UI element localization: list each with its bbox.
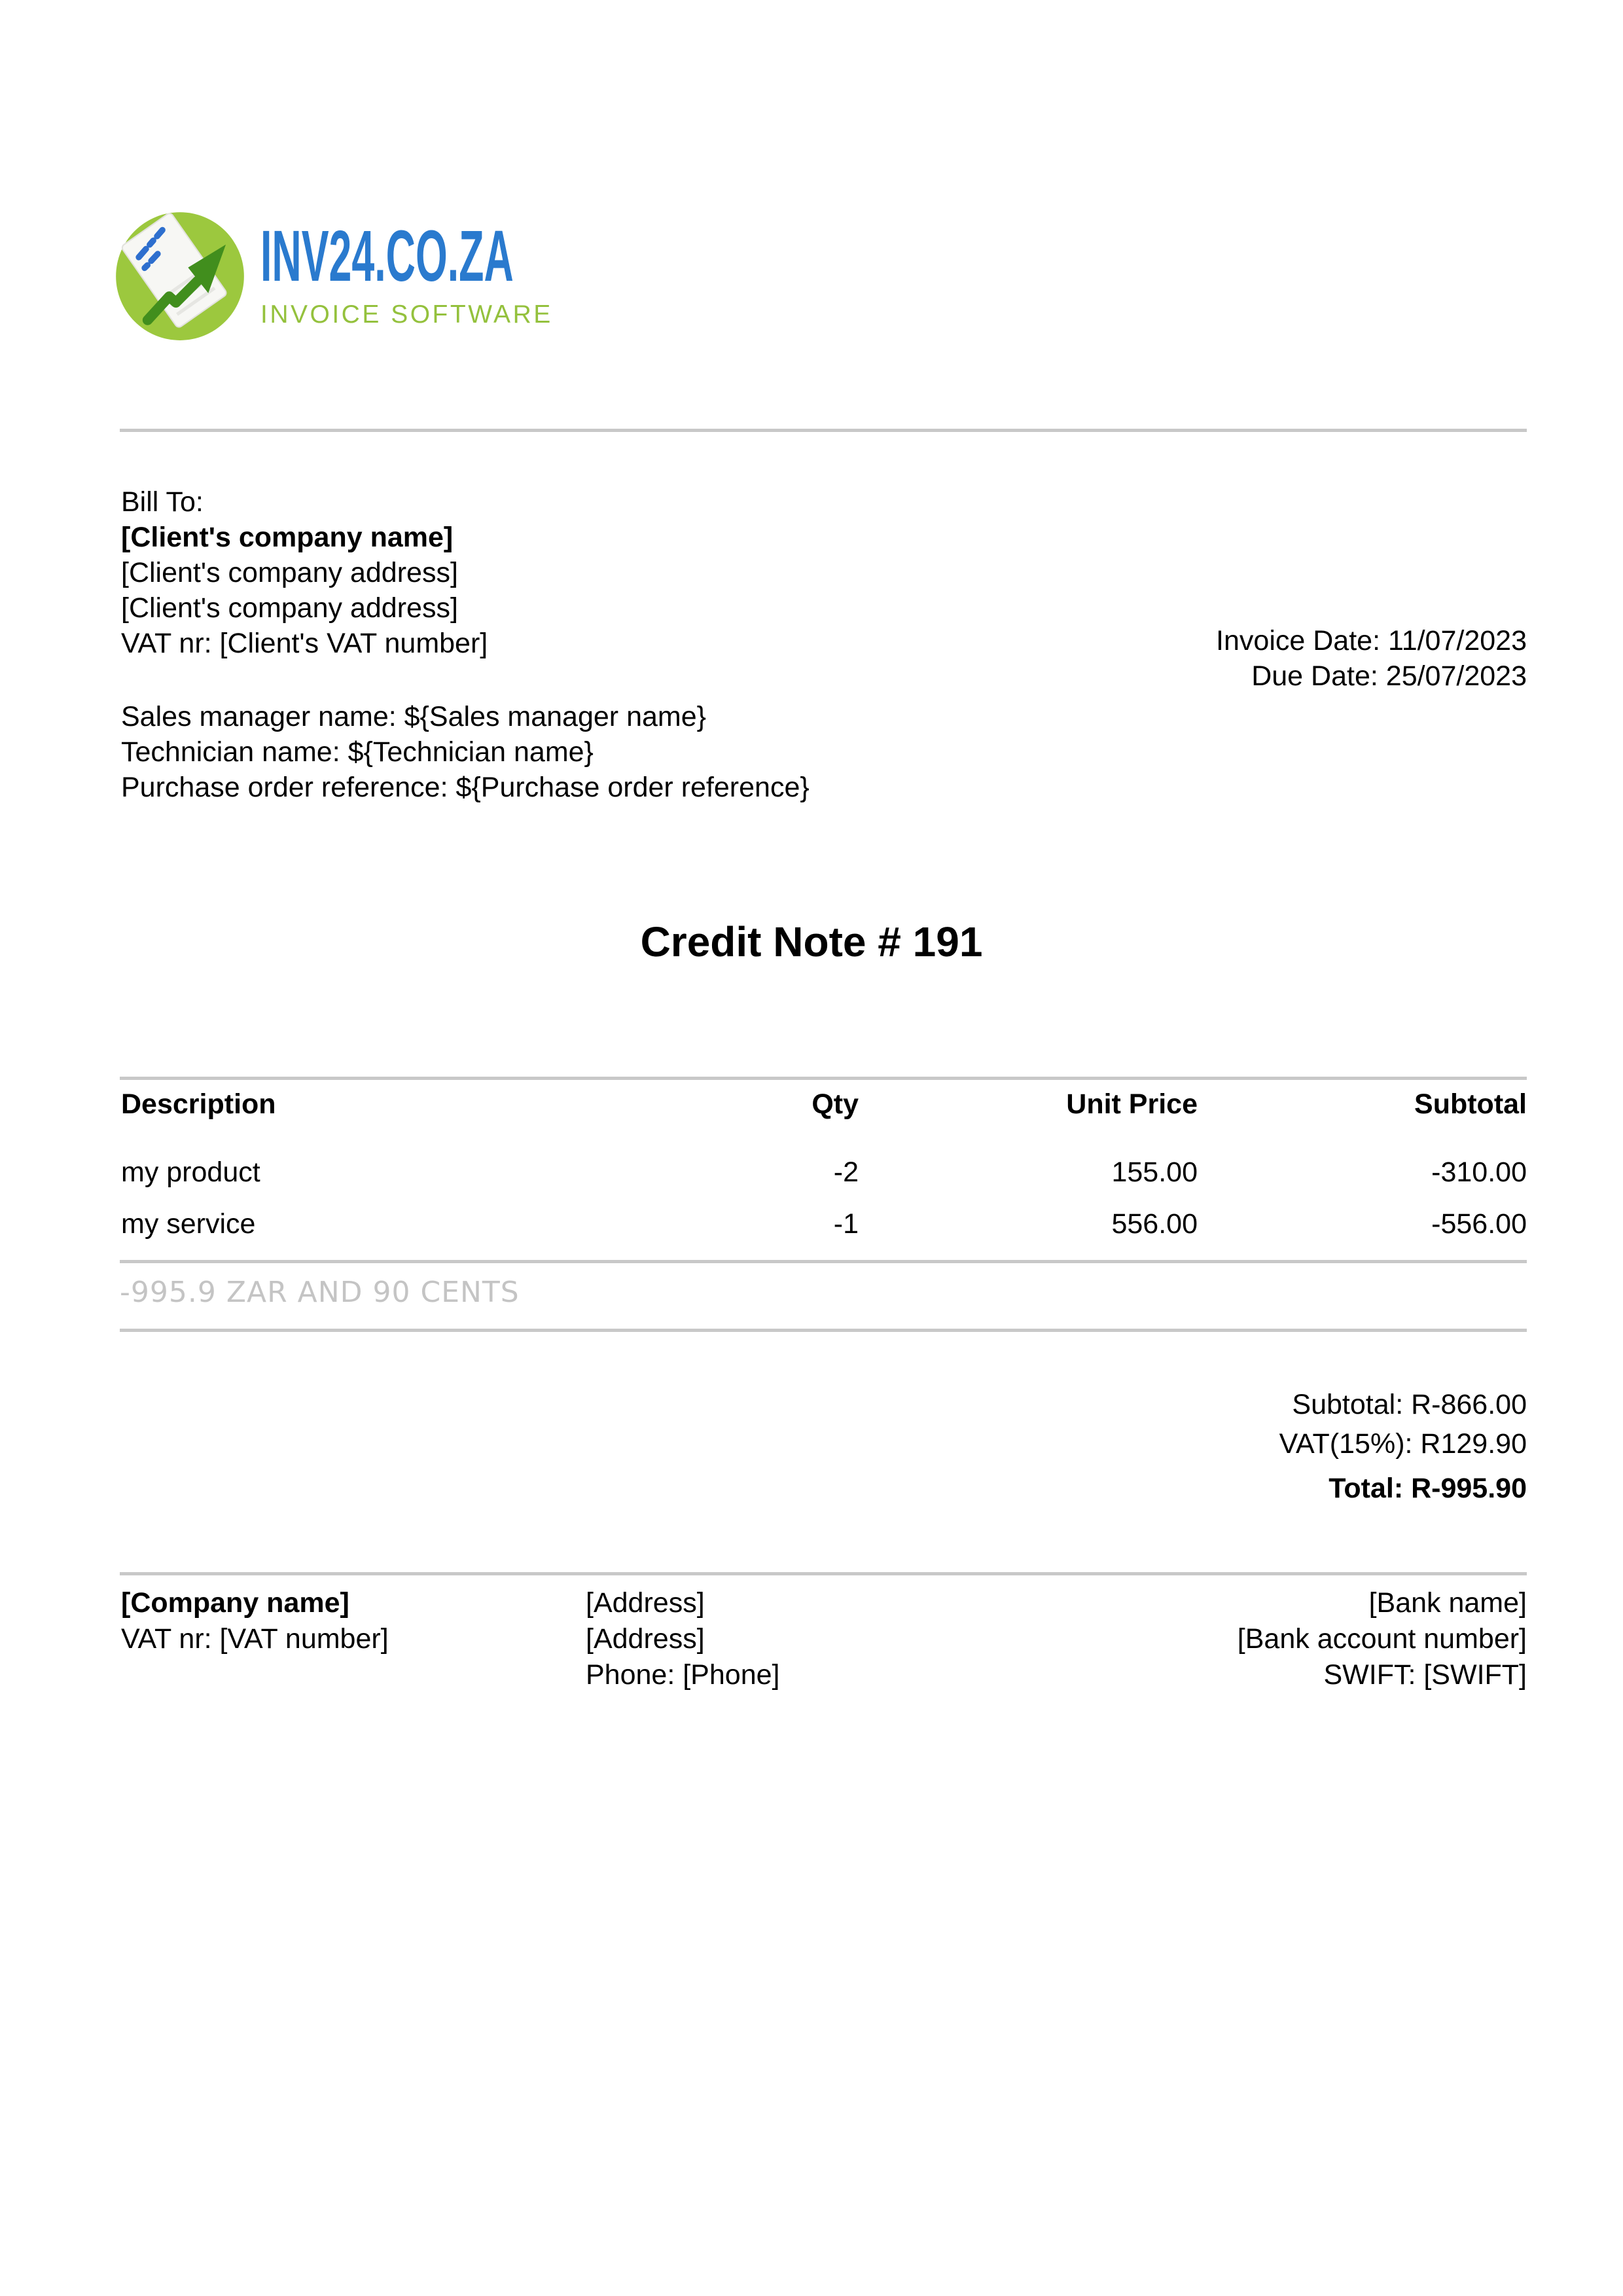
sales-manager-line: Sales manager name: ${Sales manager name}: [121, 701, 706, 732]
bill-to-section: [121, 484, 488, 661]
column-header-subtotal: Subtotal: [1414, 1088, 1527, 1120]
subtotal-label: Subtotal:: [1292, 1389, 1404, 1420]
vat-label: VAT(15%):: [1279, 1428, 1413, 1460]
invoice-date-line: [1216, 623, 1527, 658]
client-address-line-1: [Client's company address]: [121, 557, 458, 588]
total-label: Total:: [1329, 1473, 1404, 1504]
total-value: R-995.90: [1411, 1473, 1527, 1504]
company-address-line-2: [Address]: [586, 1623, 705, 1655]
subtotal-value: R-866.00: [1411, 1389, 1527, 1420]
due-date-line: [1216, 658, 1527, 694]
cell-qty: -1: [833, 1208, 859, 1240]
client-vat-number: VAT nr: [Client's VAT number]: [121, 628, 488, 659]
total-line: [1279, 1469, 1527, 1508]
logo-brand-text: INV24.CO.ZA: [260, 216, 514, 296]
footer-contact-column: [586, 1585, 1168, 1693]
divider-words-bottom: [120, 1329, 1527, 1332]
divider-footer: [120, 1572, 1527, 1575]
table-row: [121, 1155, 1527, 1190]
cell-unit-price: 556.00: [1111, 1208, 1198, 1240]
invoice-date-label: Invoice Date:: [1216, 625, 1381, 656]
table-header-row: [121, 1086, 1527, 1122]
cell-description: my service: [121, 1208, 256, 1240]
bank-account-number: [Bank account number]: [1237, 1623, 1527, 1655]
amount-in-words: -995.9 ZAR AND 90 CENTS: [120, 1276, 520, 1309]
table-row: [121, 1206, 1527, 1242]
purchase-order-line: Purchase order reference: ${Purchase order reference}: [121, 772, 810, 803]
bank-swift: SWIFT: [SWIFT]: [1323, 1659, 1527, 1691]
totals-section: [1279, 1385, 1527, 1508]
divider-table-top: [120, 1077, 1527, 1080]
footer-company-column: [121, 1585, 586, 1693]
logo: [113, 207, 704, 342]
bank-name: [Bank name]: [1368, 1587, 1527, 1619]
dates-section: [1216, 623, 1527, 694]
column-header-description: Description: [121, 1088, 276, 1120]
bill-to-label: Bill To:: [121, 486, 204, 518]
column-header-unit-price: Unit Price: [1066, 1088, 1198, 1120]
subtotal-line: [1279, 1385, 1527, 1424]
due-date-value: 25/07/2023: [1385, 660, 1527, 692]
cell-unit-price: 155.00: [1111, 1157, 1198, 1188]
cell-subtotal: -556.00: [1431, 1208, 1527, 1240]
divider-words-top: [120, 1260, 1527, 1263]
technician-line: Technician name: ${Technician name}: [121, 736, 594, 768]
vat-value: R129.90: [1420, 1428, 1527, 1460]
due-date-label: Due Date:: [1251, 660, 1378, 692]
footer-bank-column: [1168, 1585, 1527, 1693]
vat-line: [1279, 1424, 1527, 1463]
logo-tagline-text: INVOICE SOFTWARE: [260, 300, 553, 329]
company-phone: Phone: [Phone]: [586, 1659, 780, 1691]
company-name: [Company name]: [121, 1587, 349, 1619]
page-title: Credit Note # 191: [640, 918, 983, 965]
company-vat: VAT nr: [VAT number]: [121, 1623, 389, 1655]
order-meta-section: [121, 699, 821, 805]
client-company-name: [Client's company name]: [121, 522, 454, 553]
divider-top: [120, 429, 1527, 432]
footer-section: [121, 1585, 1527, 1693]
company-address-line-1: [Address]: [586, 1587, 705, 1619]
cell-subtotal: -310.00: [1431, 1157, 1527, 1188]
cell-qty: -2: [833, 1157, 859, 1188]
column-header-qty: Qty: [812, 1088, 859, 1120]
logo-text: [260, 207, 704, 342]
client-address-line-2: [Client's company address]: [121, 592, 458, 624]
invoice-date-value: 11/07/2023: [1387, 625, 1527, 656]
cell-description: my product: [121, 1157, 260, 1188]
logo-icon: [113, 207, 247, 342]
